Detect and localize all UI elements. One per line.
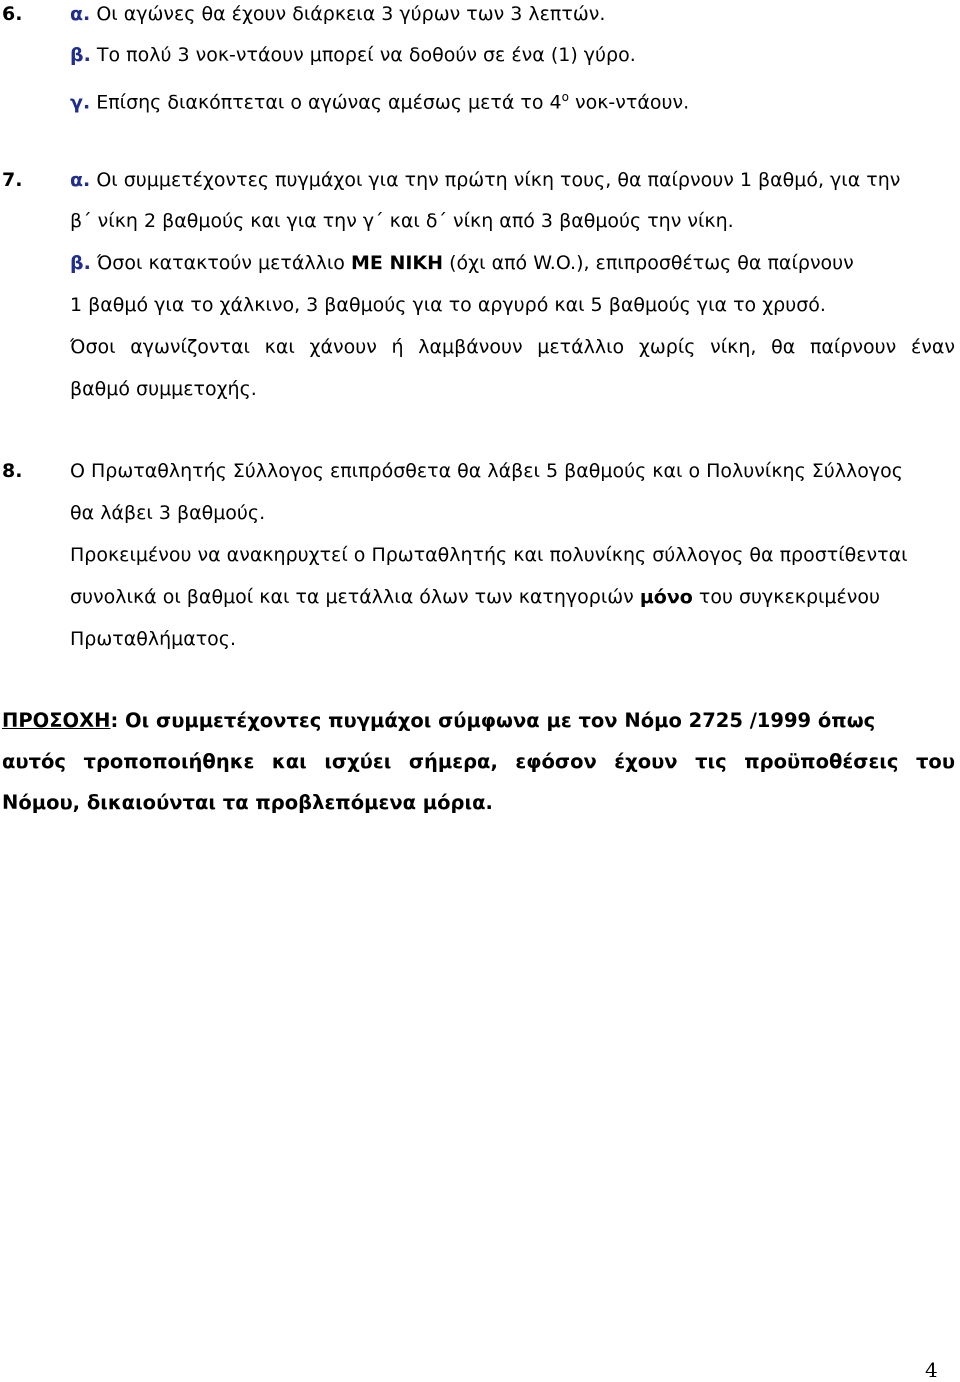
item-text: Οι συμμετέχοντες πυγμάχοι για την πρώτη νίκη τους, θα παίρνουν 1 βαθμό, για την: [90, 169, 901, 191]
section-8-number: 8.: [2, 460, 23, 482]
item-marker-c: γ.: [70, 91, 91, 114]
item-text: Οι αγώνες θα έχουν διάρκεια 3 γύρων των 3 λεπτών.: [90, 3, 606, 25]
section-6-item-c: [70, 85, 689, 114]
item-marker-a: α.: [70, 169, 91, 191]
warning-label: ΠΡΟΣΟΧΗ: [2, 709, 111, 732]
section-8-line-2: θα λάβει 3 βαθμούς.: [70, 502, 266, 524]
section-8-line-4: [70, 585, 880, 609]
section-7-item-b-line-2: 1 βαθμό για το χάλκινο, 3 βαθμούς για το αργυρό και 5 βαθμούς για το χρυσό.: [70, 294, 826, 316]
item-text: συνολικά οι βαθμοί και τα μετάλλια όλων των κατηγοριών: [70, 586, 640, 608]
section-6-item-a: [70, 2, 605, 26]
item-text: του συγκεκριμένου: [692, 586, 881, 608]
page-number: 4: [925, 1358, 938, 1382]
superscript: ο: [561, 90, 569, 104]
item-text: (όχι από W.O.), επιπροσθέτως θα παίρνουν: [443, 252, 854, 274]
warning-line-3: Νόμου, δικαιούνται τα προβλεπόμενα μόρια.: [2, 791, 493, 814]
emphasis-text: μόνο: [639, 586, 693, 608]
emphasis-text: ΜΕ ΝΙΚΗ: [350, 252, 444, 274]
section-7-para-line-1: Όσοι αγωνίζονται και χάνουν ή λαμβάνουν μετάλλιο χωρίς νίκη, θα παίρνουν έναν: [70, 336, 955, 358]
item-text: Όσοι κατακτούν μετάλλιο: [90, 252, 351, 274]
section-7-item-a-line-2: β΄ νίκη 2 βαθμούς και για την γ΄ και δ΄ νίκη από 3 βαθμούς την νίκη.: [70, 210, 734, 232]
item-marker-b: β.: [70, 252, 91, 274]
warning-line-2: αυτός τροποποιήθηκε και ισχύει σήμερα, εφόσον έχουν τις προϋποθέσεις του: [2, 750, 955, 773]
item-text: Επίσης διακόπτεται ο αγώνας αμέσως μετά το 4: [90, 91, 562, 114]
section-6-number: 6.: [2, 3, 23, 25]
section-8-line-1: Ο Πρωταθλητής Σύλλογος επιπρόσθετα θα λάβει 5 βαθμούς και ο Πολυνίκης Σύλλογος: [70, 460, 903, 482]
item-text: νοκ-ντάουν.: [568, 91, 690, 114]
section-7-number: 7.: [2, 169, 23, 191]
warning-line-1: [2, 709, 875, 733]
section-8-line-5: Πρωταθλήματος.: [70, 628, 236, 650]
warning-text: : Οι συμμετέχοντες πυγμάχοι σύμφωνα με τον Νόμο 2725 /1999 όπως: [110, 709, 876, 732]
item-marker-b: β.: [70, 44, 91, 66]
section-7-item-b-line-1: [70, 251, 854, 275]
section-7-para-line-2: βαθμό συμμετοχής.: [70, 378, 257, 400]
section-7-item-a-line-1: [70, 168, 900, 192]
section-6-item-b: [70, 43, 636, 67]
item-marker-a: α.: [70, 3, 91, 25]
item-text: Το πολύ 3 νοκ-ντάουν μπορεί να δοθούν σε ένα (1) γύρο.: [90, 44, 636, 66]
section-8-line-3: Προκειμένου να ανακηρυχτεί ο Πρωταθλητής και πολυνίκης σύλλογος θα προστίθενται: [70, 544, 908, 566]
